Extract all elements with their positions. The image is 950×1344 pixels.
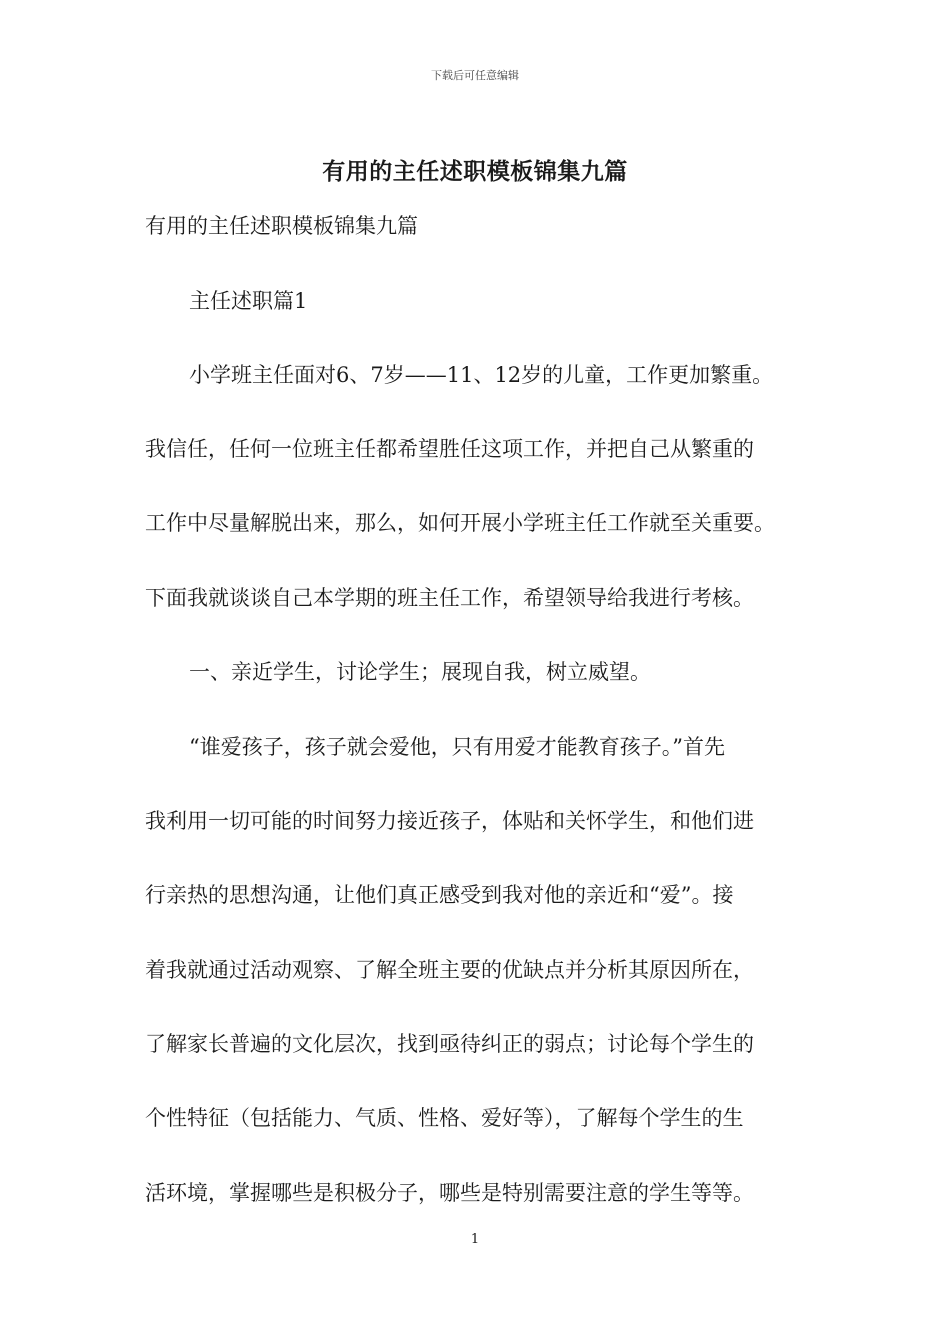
paragraph-line: 小学班主任面对6、7岁——11、12岁的儿童，工作更加繁重。 <box>189 363 774 387</box>
header-note: 下载后可任意编辑 <box>431 69 519 82</box>
paragraph-line: 活环境，掌握哪些是积极分子，哪些是特别需要注意的学生等等。 <box>145 1181 754 1205</box>
page-number: 1 <box>470 1232 480 1247</box>
paragraph-line: 我利用一切可能的时间努力接近孩子，体贴和关怀学生，和他们进 <box>145 809 754 833</box>
paragraph-line: 下面我就谈谈自己本学期的班主任工作，希望领导给我进行考核。 <box>145 586 754 610</box>
subsection-heading: 一、亲近学生，讨论学生；展现自我，树立威望。 <box>189 660 651 684</box>
paragraph-line: 着我就通过活动观察、了解全班主要的优缺点并分析其原因所在， <box>145 958 754 982</box>
paragraph-line: 我信任，任何一位班主任都希望胜任这项工作，并把自己从繁重的 <box>145 437 754 461</box>
paragraph-line: 了解家长普遍的文化层次，找到亟待纠正的弱点；讨论每个学生的 <box>145 1032 754 1056</box>
section-heading: 主任述职篇1 <box>189 289 308 313</box>
subtitle-line: 有用的主任述职模板锦集九篇 <box>145 214 418 238</box>
paragraph-line: 个性特征（包括能力、气质、性格、爱好等），了解每个学生的生 <box>145 1106 744 1130</box>
paragraph-line: 行亲热的思想沟通，让他们真正感受到我对他的亲近和“爱”。接 <box>145 883 734 907</box>
paragraph-line: “谁爱孩子，孩子就会爱他，只有用爱才能教育孩子。”首先 <box>189 735 725 759</box>
paragraph-line: 工作中尽量解脱出来，那么，如何开展小学班主任工作就至关重要。 <box>145 511 775 535</box>
document-title: 有用的主任述职模板锦集九篇 <box>322 158 628 185</box>
